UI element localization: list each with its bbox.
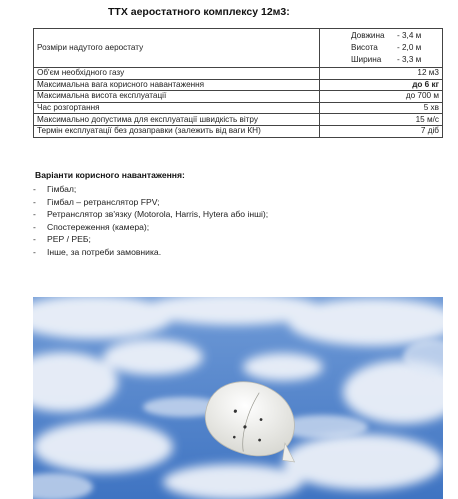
table-row	[34, 91, 443, 103]
spec-label: Максимальна вага корисного навантаження	[34, 79, 320, 91]
list-item: - Спостереження (камера);	[33, 221, 150, 232]
spec-value: 5 хв	[320, 102, 443, 114]
spec-value: 7 діб	[320, 125, 443, 137]
list-item: - Ретранслятор зв'язку (Motorola, Harris, Hytera або інші);	[33, 209, 269, 219]
spec-label: Час розгортання	[34, 102, 320, 114]
specs-table	[33, 28, 443, 138]
document-title: ТТХ аеростатного комплексу 12м3:	[108, 6, 290, 18]
table-row	[34, 29, 443, 68]
dimension-width: Ширина - 3,3 м	[351, 55, 422, 64]
spec-value: 15 м/с	[320, 114, 443, 126]
dimension-height: Висота - 2,0 м	[351, 43, 422, 52]
table-row	[34, 114, 443, 126]
payload-title: Варіанти корисного навантаження:	[35, 170, 185, 180]
list-item: - Інше, за потреби замовника.	[33, 246, 162, 257]
spec-value: 12 м3	[320, 68, 443, 80]
balloon-photo	[33, 297, 443, 499]
payload-list	[33, 183, 268, 258]
table-row	[34, 125, 443, 137]
table-row	[34, 79, 443, 91]
spec-label: Термін експлуатації без дозаправки (залежить від ваги КН)	[34, 125, 320, 137]
spec-value: до 6 кг	[320, 79, 443, 91]
table-row	[34, 102, 443, 114]
spec-label: Об'єм необхідного газу	[34, 68, 320, 80]
spec-value: до 700 м	[320, 91, 443, 103]
spec-label: Максимально допустима для експлуатації швидкість вітру	[34, 114, 320, 126]
dimension-length: Довжина - 3,4 м	[351, 31, 422, 40]
list-item: - Гімбал – ретранслятор FPV;	[33, 196, 160, 207]
list-item: - РЕР / РЕБ;	[33, 234, 91, 244]
table-row	[34, 68, 443, 80]
spec-label: Розміри надутого аеростату	[34, 29, 320, 68]
list-item: - Гімбал;	[33, 184, 77, 194]
spec-value-dimensions	[320, 29, 443, 68]
spec-label: Максимальна висота експлуатації	[34, 91, 320, 103]
